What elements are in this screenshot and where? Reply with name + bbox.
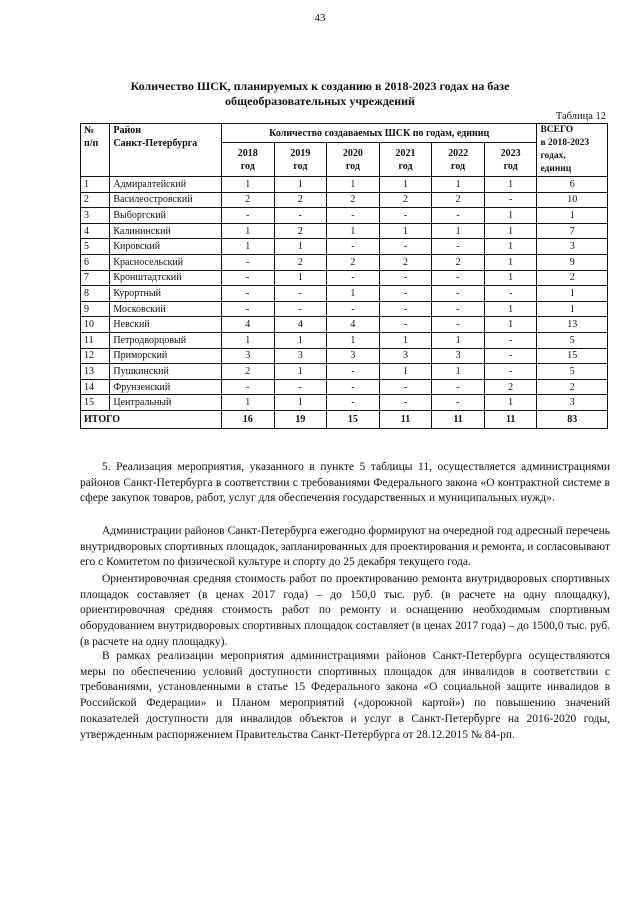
row-num: 1 (81, 177, 110, 193)
row-year-value: 1 (432, 223, 485, 239)
row-year-value: 1 (379, 364, 432, 380)
row-year-value: 1 (221, 223, 274, 239)
row-num: 3 (81, 208, 110, 224)
title-line-1: Количество ШСК, планируемых к созданию в 2018-2023 годах на базе (130, 79, 510, 93)
row-year-value: - (274, 379, 327, 395)
row-year-value: 1 (484, 239, 537, 255)
row-year-value: - (432, 395, 485, 411)
row-year-value: 2 (274, 254, 327, 270)
table-row (81, 348, 608, 364)
row-year-value: - (379, 379, 432, 395)
header-year-2023: 2023 год (484, 143, 537, 177)
row-year-value: - (432, 239, 485, 255)
row-district: Кировский (110, 239, 222, 255)
row-year-value: 2 (221, 192, 274, 208)
total-all: 83 (537, 410, 608, 428)
row-num: 4 (81, 223, 110, 239)
row-num: 13 (81, 364, 110, 380)
row-year-value: - (379, 270, 432, 286)
row-district: Курортный (110, 286, 222, 302)
row-year-value: 1 (432, 177, 485, 193)
row-year-value: 1 (274, 270, 327, 286)
districts-table (80, 123, 608, 429)
table-row (81, 317, 608, 333)
row-year-value: - (221, 208, 274, 224)
row-year-value: 1 (327, 223, 380, 239)
row-year-value: 1 (379, 332, 432, 348)
row-total: 1 (537, 286, 608, 302)
row-district: Московский (110, 301, 222, 317)
row-year-value: - (327, 301, 380, 317)
table-row (81, 208, 608, 224)
row-year-value: 2 (379, 192, 432, 208)
table-row (81, 286, 608, 302)
row-year-value: - (221, 254, 274, 270)
row-total: 1 (537, 208, 608, 224)
row-year-value: 1 (379, 223, 432, 239)
row-year-value: - (327, 270, 380, 286)
row-total: 6 (537, 177, 608, 193)
row-year-value: 1 (484, 254, 537, 270)
row-num: 5 (81, 239, 110, 255)
row-num: 6 (81, 254, 110, 270)
row-year-value: 1 (484, 208, 537, 224)
row-year-value: 4 (327, 317, 380, 333)
row-year-value: 2 (484, 379, 537, 395)
header-year-2019: 2019 год (274, 143, 327, 177)
row-district: Василеостровский (110, 192, 222, 208)
row-year-value: 4 (274, 317, 327, 333)
row-num: 7 (81, 270, 110, 286)
row-district: Кронштадтский (110, 270, 222, 286)
row-year-value: - (221, 301, 274, 317)
row-year-value: 1 (274, 177, 327, 193)
row-num: 10 (81, 317, 110, 333)
row-total: 15 (537, 348, 608, 364)
row-district: Фрунзенский (110, 379, 222, 395)
table-row (81, 270, 608, 286)
row-year-value: 2 (274, 192, 327, 208)
row-year-value: 1 (221, 239, 274, 255)
row-district: Невский (110, 317, 222, 333)
header-num: № п/п (81, 124, 110, 177)
row-district: Петродворцовый (110, 332, 222, 348)
row-year-value: 2 (327, 192, 380, 208)
row-year-value: 2 (274, 223, 327, 239)
header-year-2018: 2018 год (221, 143, 274, 177)
table-row (81, 192, 608, 208)
row-year-value: - (432, 208, 485, 224)
row-year-value: 1 (432, 364, 485, 380)
row-year-value: 1 (274, 395, 327, 411)
row-year-value: - (432, 286, 485, 302)
row-total: 7 (537, 223, 608, 239)
row-year-value: 1 (274, 364, 327, 380)
total-year-value: 11 (484, 410, 537, 428)
row-year-value: - (327, 364, 380, 380)
row-year-value: 1 (327, 332, 380, 348)
row-year-value: - (327, 379, 380, 395)
row-year-value: 1 (221, 332, 274, 348)
row-year-value: - (379, 239, 432, 255)
total-year-value: 16 (221, 410, 274, 428)
row-year-value: - (484, 348, 537, 364)
row-year-value: 1 (484, 395, 537, 411)
row-year-value: - (379, 301, 432, 317)
row-year-value: - (432, 379, 485, 395)
row-year-value: - (274, 286, 327, 302)
row-year-value: 2 (379, 254, 432, 270)
row-year-value: 3 (327, 348, 380, 364)
row-year-value: - (379, 208, 432, 224)
row-year-value: - (327, 208, 380, 224)
total-year-value: 11 (432, 410, 485, 428)
row-district: Калининский (110, 223, 222, 239)
row-total: 2 (537, 270, 608, 286)
row-district: Выборгский (110, 208, 222, 224)
row-year-value: - (432, 270, 485, 286)
row-year-value: 1 (379, 177, 432, 193)
table-title (80, 79, 560, 109)
row-year-value: - (484, 286, 537, 302)
row-year-value: - (484, 332, 537, 348)
row-district: Пушкинский (110, 364, 222, 380)
row-year-value: 1 (484, 317, 537, 333)
header-district: Район Санкт-Петербурга (110, 124, 222, 177)
row-year-value: - (274, 301, 327, 317)
paragraph-cost: Ориентировочная средняя стоимость работ по проектированию ремонта внутридворовых спортивных площадок составляет (в ценах 2017 года) – до 150,0 тыс. руб. (в расчете на одну площадку), ориентировочная средняя стоимость работ по ремонту и оснащению необходимым спортивным оборудованием внутридворовых спортивных площадок составляет (в ценах 2017 года) – до 1500,0 тыс. руб. (в расчете на одну площадку). (80, 573, 610, 648)
header-total: ВСЕГО в 2018-2023 годах, единиц (537, 124, 608, 177)
row-year-value: - (221, 379, 274, 395)
header-years-group: Количество создаваемых ШСК по годам, единиц (221, 124, 536, 143)
row-year-value: - (379, 286, 432, 302)
paragraph-5: 5. Реализация мероприятия, указанного в пункте 5 таблицы 11, осуществляется администрациями районов Санкт-Петербурга в соответствии с требованиями Федерального закона «О контрактной системе в сфере закупок товаров, работ, услуг для обеспечения государственных и муниципальных нужд». (80, 461, 610, 505)
row-total: 1 (537, 301, 608, 317)
row-total: 5 (537, 364, 608, 380)
row-num: 2 (81, 192, 110, 208)
total-year-value: 11 (379, 410, 432, 428)
row-year-value: 2 (327, 254, 380, 270)
row-year-value: - (379, 395, 432, 411)
header-year-2020: 2020 год (327, 143, 380, 177)
table-row (81, 177, 608, 193)
row-year-value: - (221, 286, 274, 302)
table-row (81, 239, 608, 255)
table-row (81, 223, 608, 239)
row-year-value: - (484, 364, 537, 380)
row-year-value: - (327, 395, 380, 411)
row-total: 10 (537, 192, 608, 208)
row-year-value: 1 (274, 239, 327, 255)
row-year-value: 1 (221, 177, 274, 193)
row-year-value: 1 (274, 332, 327, 348)
row-year-value: - (327, 239, 380, 255)
row-year-value: 4 (221, 317, 274, 333)
row-year-value: - (432, 317, 485, 333)
table-row (81, 395, 608, 411)
header-year-2022: 2022 год (432, 143, 485, 177)
row-num: 8 (81, 286, 110, 302)
row-total: 3 (537, 395, 608, 411)
row-year-value: 1 (484, 177, 537, 193)
row-year-value: 3 (379, 348, 432, 364)
row-year-value: 3 (221, 348, 274, 364)
total-year-value: 15 (327, 410, 380, 428)
row-year-value: 2 (221, 364, 274, 380)
title-line-2: общеобразовательных учреждений (225, 94, 415, 108)
total-label: ИТОГО (81, 410, 222, 428)
row-num: 15 (81, 395, 110, 411)
row-year-value: 1 (484, 270, 537, 286)
table-label: Таблица 12 (555, 111, 606, 122)
row-year-value: - (379, 317, 432, 333)
row-year-value: 3 (274, 348, 327, 364)
row-district: Адмиралтейский (110, 177, 222, 193)
row-total: 13 (537, 317, 608, 333)
table-row (81, 364, 608, 380)
row-year-value: 1 (221, 395, 274, 411)
row-num: 14 (81, 379, 110, 395)
row-district: Красносельский (110, 254, 222, 270)
table-row (81, 379, 608, 395)
row-total: 2 (537, 379, 608, 395)
row-total: 5 (537, 332, 608, 348)
row-year-value: - (484, 192, 537, 208)
row-total: 9 (537, 254, 608, 270)
table-row (81, 254, 608, 270)
row-num: 9 (81, 301, 110, 317)
header-year-2021: 2021 год (379, 143, 432, 177)
row-district: Приморский (110, 348, 222, 364)
table-total-row (81, 410, 608, 428)
paragraph-accessibility: В рамках реализации мероприятия администрациями районов Санкт-Петербурга осуществляются меры по обеспечению условий доступности спортивных площадок для инвалидов в соответствии с требованиями, установленными в статье 15 Федерального закона «О социальной защите инвалидов в Российской Федерации» и Планом мероприятий («дорожной картой») по повышению значений показателей доступности для инвалидов объектов и услуг в Санкт-Петербурге на 2016-2020 годы, утвержденным распоряжением Правительства Санкт-Петербурга от 28.12.2015 № 84-рп. (80, 650, 610, 741)
paragraph-administrations: Администрации районов Санкт-Петербурга ежегодно формируют на очередной год адресный перечень внутридворовых спортивных площадок, запланированных для проектирования и ремонта, и согласовывают его с Комитетом по физической культуре и спорту до 25 декабря текущего года. (80, 525, 610, 569)
row-total: 3 (537, 239, 608, 255)
row-num: 11 (81, 332, 110, 348)
page-number: 43 (314, 12, 326, 24)
row-year-value: 1 (484, 223, 537, 239)
row-year-value: 1 (484, 301, 537, 317)
row-year-value: - (274, 208, 327, 224)
row-year-value: 2 (432, 192, 485, 208)
row-year-value: 1 (327, 177, 380, 193)
row-year-value: - (221, 270, 274, 286)
row-year-value: - (432, 301, 485, 317)
table-row (81, 332, 608, 348)
total-year-value: 19 (274, 410, 327, 428)
row-year-value: 2 (432, 254, 485, 270)
row-district: Центральный (110, 395, 222, 411)
row-num: 12 (81, 348, 110, 364)
row-year-value: 3 (432, 348, 485, 364)
table-row (81, 301, 608, 317)
row-year-value: 1 (327, 286, 380, 302)
row-year-value: 1 (432, 332, 485, 348)
